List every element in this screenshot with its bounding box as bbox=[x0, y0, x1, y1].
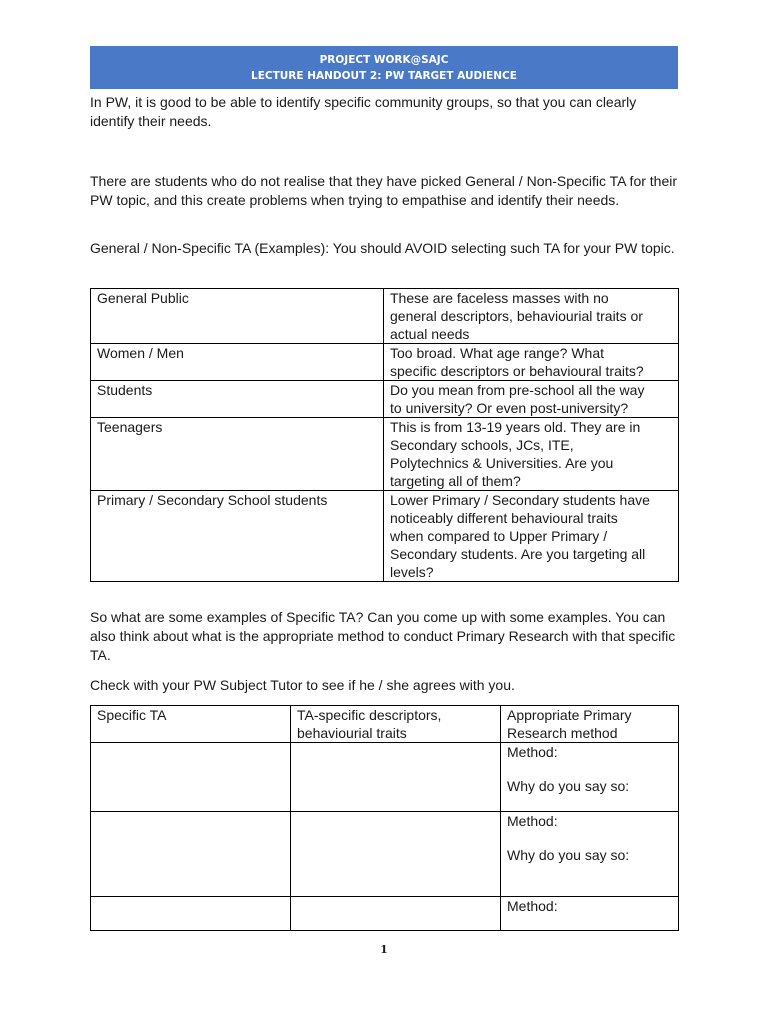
ta-cell bbox=[91, 289, 384, 344]
ta-description: Lower Primary / Secondary students have noticeably different behavioural traits when compared to Upper Primary / Secondary students. Are you targeting all levels? bbox=[390, 492, 650, 580]
ta-cell bbox=[91, 491, 384, 582]
general-ta-table bbox=[90, 288, 679, 582]
header-subtitle: LECTURE HANDOUT 2: PW TARGET AUDIENCE bbox=[251, 70, 517, 82]
desc-cell bbox=[384, 344, 679, 381]
followup-paragraph-1: So what are some examples of Specific TA? Can you come up with some examples. You can also think about what is the appropriate method to conduct Primary Research with that specific TA. bbox=[90, 609, 676, 663]
empty-cell[interactable] bbox=[91, 743, 291, 812]
method-cell[interactable] bbox=[501, 897, 679, 931]
header-banner bbox=[90, 46, 678, 89]
header-cell bbox=[501, 706, 679, 743]
empty-cell[interactable] bbox=[291, 897, 501, 931]
method-cell[interactable] bbox=[501, 812, 679, 897]
ta-description: Too broad. What age range? What specific descriptors or behavioural traits? bbox=[390, 345, 644, 379]
ta-name: Primary / Secondary School students bbox=[97, 492, 328, 508]
header-cell bbox=[291, 706, 501, 743]
ta-name: General Public bbox=[97, 290, 189, 306]
why-label: Why do you say so: bbox=[507, 778, 630, 794]
ta-name: Women / Men bbox=[97, 345, 184, 361]
table-header-row bbox=[91, 706, 679, 743]
specific-ta-table bbox=[90, 705, 679, 931]
method-label: Method: bbox=[507, 813, 558, 829]
desc-cell bbox=[384, 418, 679, 491]
ta-name: Teenagers bbox=[97, 419, 163, 435]
ta-description: Do you mean from pre-school all the way to university? Or even post-university? bbox=[390, 382, 645, 416]
page-number: 1 bbox=[380, 943, 388, 956]
method-cell[interactable] bbox=[501, 743, 679, 812]
desc-cell bbox=[384, 381, 679, 418]
header-descriptors: TA-specific descriptors, behaviourial traits bbox=[297, 707, 442, 741]
empty-cell[interactable] bbox=[291, 743, 501, 812]
table-row bbox=[91, 897, 679, 931]
table-row bbox=[91, 812, 679, 897]
intro-paragraph-2: There are students who do not realise that they have picked General / Non-Specific TA for their PW topic, and this create problems when trying to empathise and identify their needs. bbox=[90, 173, 678, 208]
table-row bbox=[91, 344, 679, 381]
empty-cell[interactable] bbox=[291, 812, 501, 897]
table-row bbox=[91, 743, 679, 812]
intro-paragraph-1: In PW, it is good to be able to identify specific community groups, so that you can clearly identify their needs. bbox=[90, 94, 637, 129]
ta-cell bbox=[91, 381, 384, 418]
intro-paragraph-3: General / Non-Specific TA (Examples): You should AVOID selecting such TA for your PW topic. bbox=[90, 240, 675, 256]
table-row bbox=[91, 418, 679, 491]
empty-cell[interactable] bbox=[91, 812, 291, 897]
method-label: Method: bbox=[507, 744, 558, 760]
method-label: Method: bbox=[507, 898, 558, 914]
header-specific-ta: Specific TA bbox=[97, 707, 167, 723]
header-cell bbox=[91, 706, 291, 743]
ta-description: These are faceless masses with no general descriptors, behaviourial traits or actual needs bbox=[390, 290, 643, 342]
followup-paragraph-2: Check with your PW Subject Tutor to see if he / she agrees with you. bbox=[90, 677, 515, 693]
header-title: PROJECT WORK@SAJC bbox=[319, 54, 449, 66]
table-row bbox=[91, 381, 679, 418]
table-row bbox=[91, 491, 679, 582]
ta-name: Students bbox=[97, 382, 153, 398]
desc-cell bbox=[384, 491, 679, 582]
ta-cell bbox=[91, 418, 384, 491]
ta-description: This is from 13-19 years old. They are in Secondary schools, JCs, ITE, Polytechnics & Universities. Are you targeting all of them? bbox=[390, 419, 641, 489]
empty-cell[interactable] bbox=[91, 897, 291, 931]
header-research-method: Appropriate Primary Research method bbox=[507, 707, 632, 741]
ta-cell bbox=[91, 344, 384, 381]
why-label: Why do you say so: bbox=[507, 847, 630, 863]
desc-cell bbox=[384, 289, 679, 344]
table-row bbox=[91, 289, 679, 344]
